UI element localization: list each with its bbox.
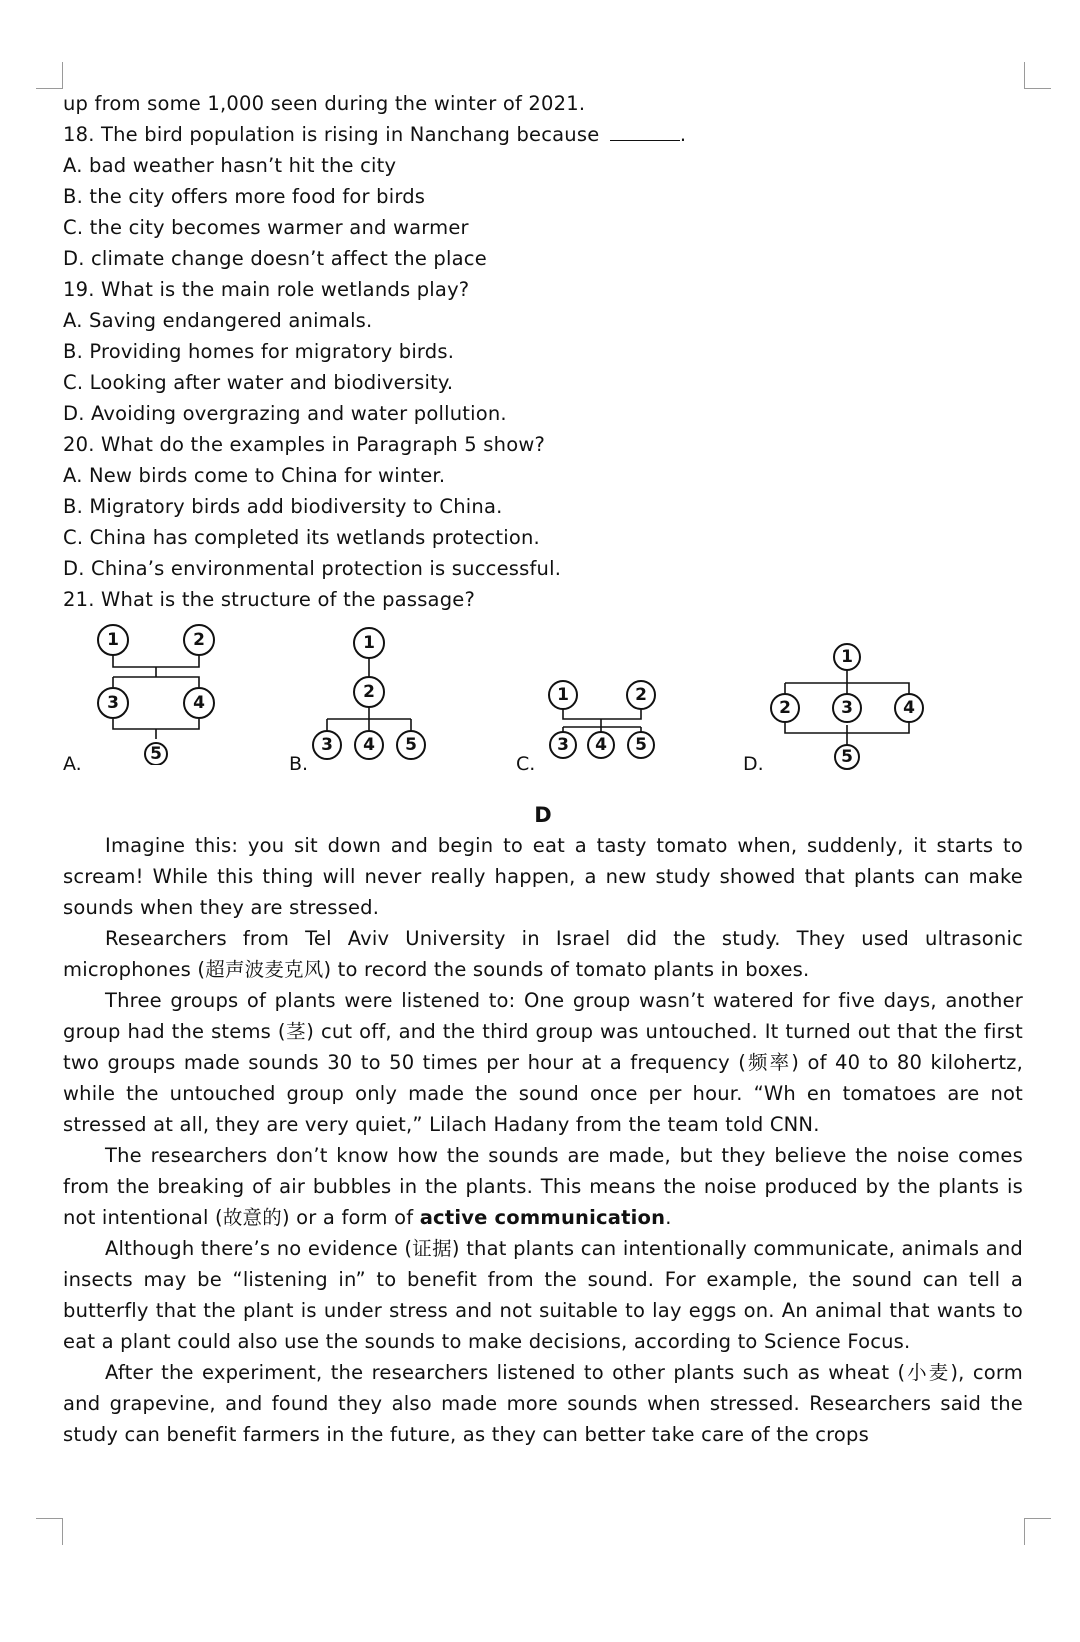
diagram-c-node-label: 4 [595,735,607,755]
answer-blank [610,121,680,141]
option-19-d: D. Avoiding overgrazing and water pollution. [63,402,507,425]
diagram-a-node-label: 5 [150,744,162,764]
option-18-c: C. the city becomes warmer and warmer [63,216,469,239]
diagram-b-svg [309,615,439,765]
diagram-a-edge [113,655,199,667]
diagram-d-node-label: 5 [841,747,853,767]
question-18 [63,119,1023,150]
diagram-a-node-label: 1 [107,630,119,650]
diagram-c-node-label: 3 [557,735,569,755]
diagram-c [541,615,671,765]
question-19: 19. What is the main role wetlands play? [63,278,470,301]
diagram-c-svg [541,615,671,765]
diagram-d-node-label: 1 [841,647,853,667]
diagram-a-node-label: 2 [193,630,205,650]
diagram-b-node-label: 1 [363,633,375,653]
diagram-d-node-label: 4 [903,698,915,718]
diagram-d-node-label: 2 [779,698,791,718]
document-page [63,88,1023,1450]
diagram-a-edge [113,719,199,729]
diagram-a [91,615,221,765]
paragraph-4-text: The researchers don’t know how the sounds are made, but they believe the noise comes from the breaking of air bubbles in the plants. This means the noise produced by the plants is not intentional (故意的) or a form of [63,1144,1023,1229]
diagram-d [767,615,927,770]
diagram-a-label: A. [63,753,82,775]
paragraph-6: After the experiment, the researchers listened to other plants such as wheat (小麦), corm and grapevine, and found they also made more sounds when stressed. Researchers said the study can benefit farmers in the future, as they can better take care of the crops [63,1361,1023,1446]
diagram-b-node-label: 3 [321,735,333,755]
option-18-d: D. climate change doesn’t affect the place [63,247,487,270]
option-20-d: D. China’s environmental protection is successful. [63,557,562,580]
crop-mark-bottom-right [1024,1518,1051,1545]
option-20-a: A. New birds come to China for winter. [63,464,446,487]
option-19-c: C. Looking after water and biodiversity. [63,371,454,394]
crop-mark-top-left [36,62,63,89]
diagram-a-svg [91,615,221,765]
diagram-c-label: C. [516,753,536,775]
diagram-b [309,615,439,765]
paragraph-4-end: . [665,1206,672,1229]
paragraph-3: Three groups of plants were listened to: One group wasn’t watered for five days, another group had the stems (茎) cut off, and the third group was untouched. It turned out that the first two groups made sounds 30 to 50 times per hour at a frequency (频率) of 40 to 80 kilohertz, while the untouched group only made the sound once per hour. “Wh en tomatoes are not stressed at all, they are very quiet,” Lilach Hadany from the team told CNN. [63,989,1023,1136]
option-19-a: A. Saving endangered animals. [63,309,373,332]
question-18-text: 18. The bird population is rising in Nanchang because [63,123,600,146]
diagram-b-node-label: 5 [405,735,417,755]
diagram-c-edge [563,709,641,719]
option-20-b: B. Migratory birds add biodiversity to China. [63,495,503,518]
paragraph-1: Imagine this: you sit down and begin to eat a tasty tomato when, suddenly, it starts to scream! While this thing will never really happen, a new study showed that plants can make sounds when they are stressed. [63,834,1023,919]
diagram-b-edge [327,719,411,731]
paragraph-2: Researchers from Tel Aviv University in Israel did the study. They used ultrasonic microphones (超声波麦克风) to record the sounds of tomato plants in boxes. [63,927,1023,981]
structure-diagrams [63,615,1023,800]
question-21: 21. What is the structure of the passage? [63,588,476,611]
crop-mark-bottom-left [36,1518,63,1545]
diagram-c-node-label: 2 [635,685,647,705]
question-18-end: . [679,123,687,146]
option-18-b: B. the city offers more food for birds [63,185,426,208]
diagram-a-edge [113,677,199,687]
diagram-d-label: D. [743,753,764,775]
diagram-a-node-label: 4 [193,693,205,713]
section-title: D [534,803,552,827]
text-line: up from some 1,000 seen during the winter of 2021. [63,92,586,115]
bold-term: active communication [419,1206,666,1229]
diagram-c-node-label: 1 [557,685,569,705]
paragraph-5: Although there’s no evidence (证据) that plants can intentionally communicate, animals and insects may be “listening in” to benefit from the sound. For example, the sound can tell a butterfly that the plant is under stress and not suitable to lay eggs on. An animal that wants to eat a plant could also use the sounds to make decisions, according to Science Focus. [63,1237,1023,1353]
diagram-a-node-label: 3 [107,693,119,713]
diagram-c-node-label: 5 [635,735,647,755]
option-20-c: C. China has completed its wetlands protection. [63,526,540,549]
option-18-a: A. bad weather hasn’t hit the city [63,154,397,177]
option-19-b: B. Providing homes for migratory birds. [63,340,455,363]
paragraph-4 [63,1140,1023,1233]
diagram-d-node-label: 3 [841,698,853,718]
question-20: 20. What do the examples in Paragraph 5 show? [63,433,546,456]
diagram-b-node-label: 4 [363,735,375,755]
diagram-b-node-label: 2 [363,682,375,702]
crop-mark-top-right [1024,62,1051,89]
diagram-d-svg [767,615,927,770]
diagram-b-label: B. [289,753,309,775]
